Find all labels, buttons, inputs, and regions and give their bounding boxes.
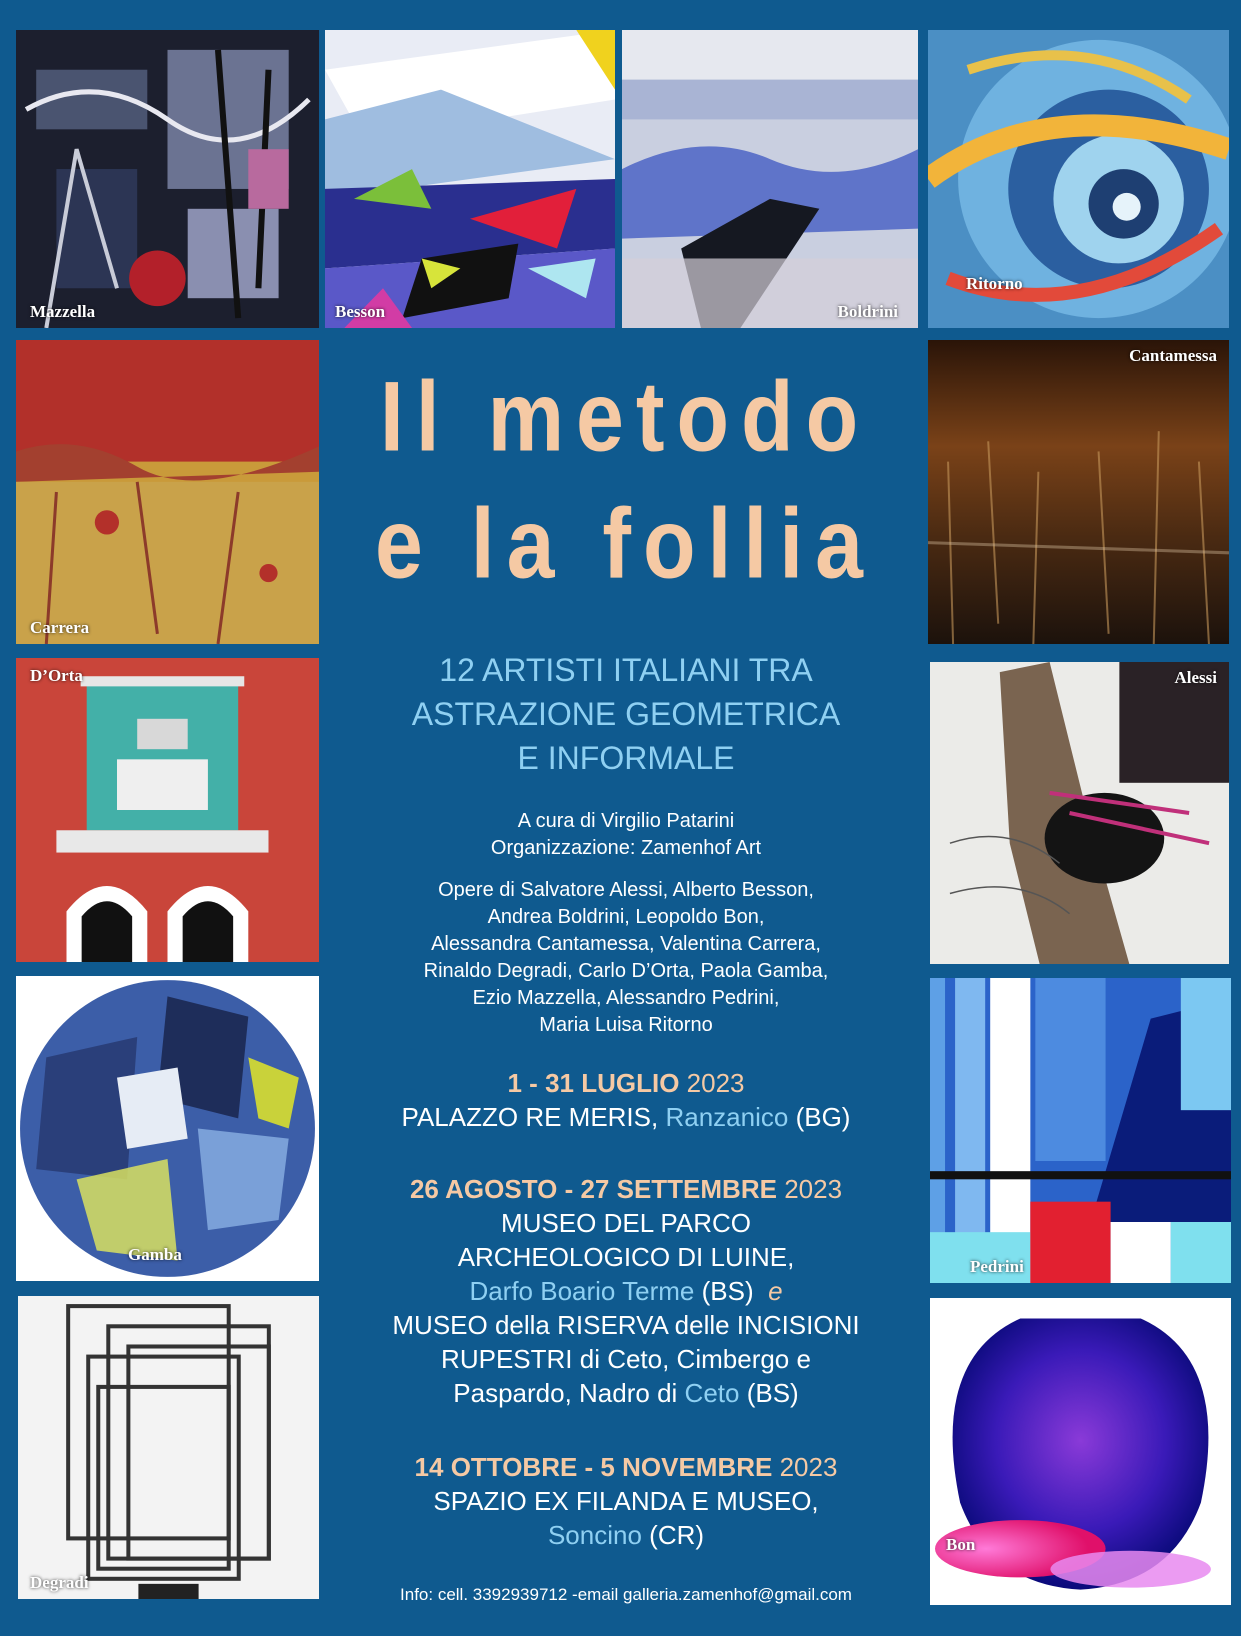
- artwork-label-pedrini: Pedrini: [970, 1257, 1024, 1276]
- title-line-1: Il metodo: [379, 361, 871, 473]
- venue-3: [330, 1450, 922, 1552]
- contact-info: Info: cell. 3392939712 -email galleria.zamenhof@gmail.com: [400, 1585, 852, 1604]
- venue-2: [330, 1172, 922, 1410]
- artwork-label-dorta: D’Orta: [30, 666, 83, 685]
- venue-1-province: (BG): [795, 1102, 851, 1132]
- subtitle: [330, 648, 922, 780]
- artwork-label-cantamessa: Cantamessa: [1129, 346, 1217, 365]
- venue-1-year: 2023: [686, 1068, 745, 1098]
- works-list: [330, 877, 922, 1039]
- works-line: Rinaldo Degradi, Carlo D’Orta, Paola Gamba,: [423, 960, 829, 982]
- works-line: Opere di Salvatore Alessi, Alberto Besson,: [438, 879, 814, 901]
- works-line: Maria Luisa Ritorno: [539, 1014, 713, 1036]
- artwork-label-ritorno: Ritorno: [966, 274, 1023, 293]
- artwork-label-mazzella: Mazzella: [30, 302, 96, 321]
- works-line: Alessandra Cantamessa, Valentina Carrera,: [431, 933, 821, 955]
- venue-2-place-line: ARCHEOLOGICO DI LUINE,: [457, 1242, 795, 1272]
- subtitle-line: 12 ARTISTI ITALIANI TRA: [439, 652, 813, 688]
- subtitle-line: ASTRAZIONE GEOMETRICA: [411, 696, 841, 732]
- artwork-label-alessi: Alessi: [1174, 668, 1217, 687]
- venue-2-place-line: MUSEO DEL PARCO: [501, 1208, 751, 1238]
- venue-3-province: (CR): [649, 1520, 705, 1550]
- works-line: Andrea Boldrini, Leopoldo Bon,: [487, 906, 765, 928]
- venue-3-town: Soncino: [547, 1520, 642, 1550]
- venue-2-year: 2023: [784, 1174, 843, 1204]
- curator-text: A cura di Virgilio Patarini: [517, 810, 735, 832]
- artwork-label-gamba: Gamba: [128, 1245, 182, 1264]
- venue-3-year: 2023: [779, 1452, 838, 1482]
- artwork-pedrini: [930, 978, 1231, 1283]
- artwork-label-boldrini: Boldrini: [837, 302, 898, 321]
- title-line-2: e la follia: [374, 488, 876, 600]
- artwork-label-besson: Besson: [335, 302, 386, 321]
- venue-2-place-line: RUPESTRI di Ceto, Cimbergo e: [441, 1344, 811, 1374]
- subtitle-line: E INFORMALE: [517, 740, 735, 776]
- venue-3-dates: 14 OTTOBRE - 5 NOVEMBRE: [414, 1452, 773, 1482]
- venue-1: [330, 1066, 922, 1134]
- artwork-cantamessa: [928, 340, 1229, 644]
- venue-2-place-line: Paspardo, Nadro di: [453, 1378, 678, 1408]
- venue-2-town-2: Ceto: [684, 1378, 740, 1408]
- artwork-dorta: [16, 658, 319, 962]
- venue-1-place: PALAZZO RE MERIS,: [401, 1102, 659, 1132]
- venue-2-dates: 26 AGOSTO - 27 SETTEMBRE: [409, 1174, 777, 1204]
- artwork-boldrini: [622, 30, 918, 328]
- artwork-carrera: [16, 340, 319, 644]
- artwork-gamba: [16, 976, 319, 1281]
- artwork-ritorno: [928, 30, 1229, 328]
- artwork-alessi: [930, 662, 1229, 964]
- venue-1-dates: 1 - 31 LUGLIO: [507, 1068, 680, 1098]
- venue-2-province-1: (BS): [701, 1276, 754, 1306]
- venue-2-place-line: MUSEO della RISERVA delle INCISIONI: [392, 1310, 860, 1340]
- venue-2-province-2: (BS): [746, 1378, 799, 1408]
- venue-3-place: SPAZIO EX FILANDA E MUSEO,: [433, 1486, 819, 1516]
- artwork-besson: [325, 30, 615, 328]
- works-line: Ezio Mazzella, Alessandro Pedrini,: [472, 987, 780, 1009]
- venue-2-town-1: Darfo Boario Terme: [469, 1276, 695, 1306]
- artwork-label-carrera: Carrera: [30, 618, 90, 637]
- credits: [330, 808, 922, 862]
- artwork-label-bon: Bon: [946, 1535, 976, 1554]
- venue-1-town: Ranzanico: [665, 1102, 789, 1132]
- organization-text: Organizzazione: Zamenhof Art: [490, 837, 762, 859]
- artwork-degradi: [18, 1296, 319, 1599]
- artwork-mazzella: [16, 30, 319, 328]
- artwork-label-degradi: Degradi: [30, 1573, 89, 1592]
- venue-2-conjunction: e: [768, 1276, 783, 1306]
- artwork-bon: [930, 1298, 1231, 1605]
